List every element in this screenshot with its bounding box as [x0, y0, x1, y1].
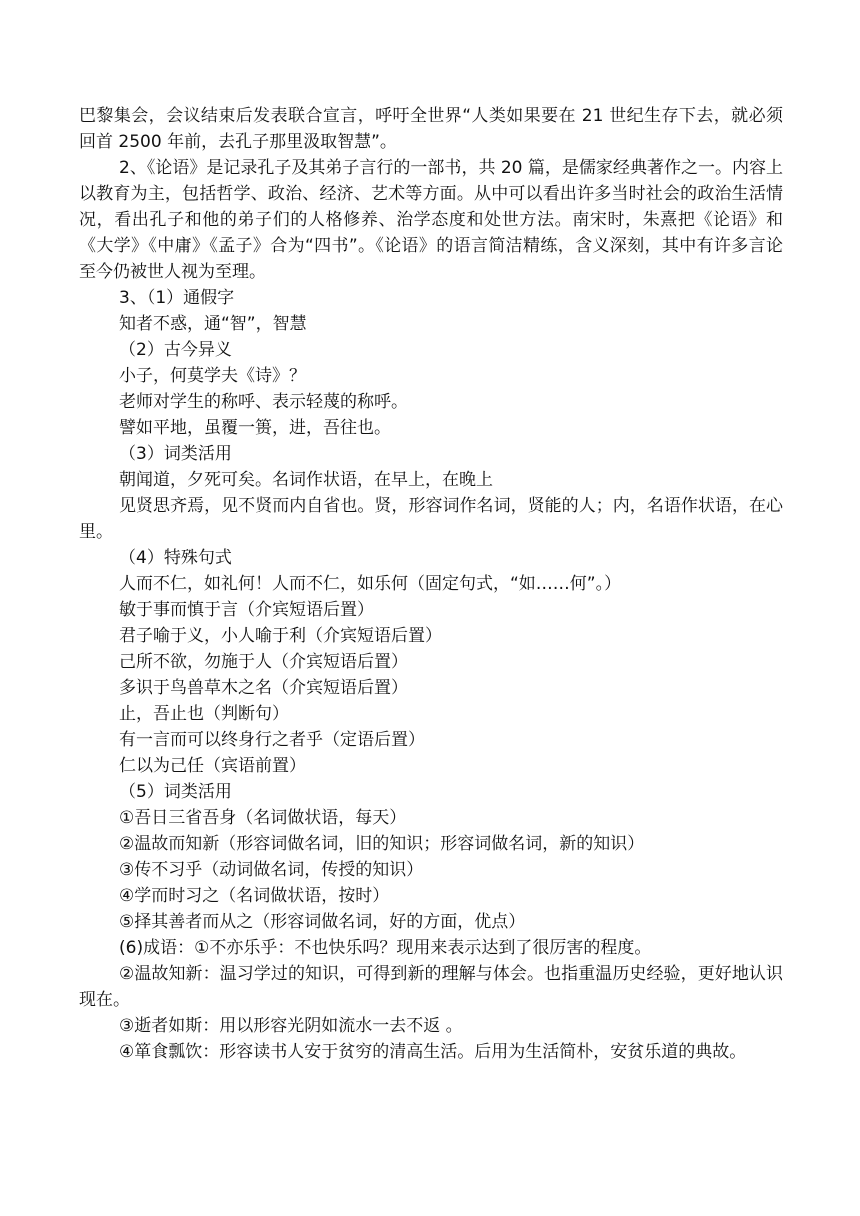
paragraph: 君子喻于义，小人喻于利（介宾短语后置） — [119, 626, 442, 646]
paragraph: 巴黎集会，会议结束后发表联合宣言，呼吁全世界“人类如果要在 21 世纪生存下去，就必须回首 2500 年前，去孔子那里汲取智慧”。 — [79, 106, 783, 152]
paragraph: 譬如平地，虽覆一篑，进，吾往也。 — [119, 418, 391, 438]
paragraph: ③传不习乎（动词做名词，传授的知识） — [119, 860, 424, 880]
paragraph: 2、《论语》是记录孔子及其弟子言行的一部书，共 20 篇，是儒家经典著作之一。内容上以教育为主，包括哲学、政治、经济、艺术等方面。从中可以看出许多当时社会的政治生活情况，看出孔子和他的弟子们的人格修养、治学态度和处世方法。南宋时，朱熹把《论语》和《大学》《中庸》《孟子》合为“四书”。《论语》的语言简洁精练，含义深刻，其中有许多言论至今仍被世人视为至理。 — [79, 158, 783, 282]
paragraph: (6)成语：①不亦乐乎：不也快乐吗？现用来表示达到了很厉害的程度。 — [119, 938, 652, 958]
paragraph: ⑤择其善者而从之（形容词做名词，好的方面，优点） — [119, 912, 526, 932]
paragraph: 己所不欲，勿施于人（介宾短语后置） — [119, 652, 408, 672]
paragraph: 老师对学生的称呼、表示轻蔑的称呼。 — [119, 392, 408, 412]
paragraph: ②温故而知新（形容词做名词，旧的知识；形容词做名词，新的知识） — [119, 834, 645, 854]
paragraph: 多识于鸟兽草木之名（介宾短语后置） — [119, 678, 408, 698]
paragraph: 止，吾止也（判断句） — [119, 704, 289, 724]
paragraph: ③逝者如斯：用以形容光阴如流水一去不返 。 — [119, 1016, 463, 1036]
paragraph: ①吾日三省吾身（名词做状语，每天） — [119, 808, 407, 828]
paragraph: 仁以为己任（宾语前置） — [119, 756, 306, 776]
paragraph: 敏于事而慎于言（介宾短语后置） — [119, 600, 374, 620]
paragraph: 知者不惑，通“智”，智慧 — [119, 314, 307, 334]
paragraph: （4）特殊句式 — [119, 548, 232, 568]
paragraph: （2）古今异义 — [119, 340, 232, 360]
paragraph: （3）词类活用 — [119, 444, 232, 464]
paragraph: ④箪食瓢饮：形容读书人安于贫穷的清高生活。后用为生活简朴，安贫乐道的典故。 — [119, 1042, 747, 1062]
paragraph: 见贤思齐焉，见不贤而内自省也。贤，形容词作名词，贤能的人；内，名语作状语，在心里。 — [79, 496, 783, 542]
paragraph: 3、（1）通假字 — [119, 288, 235, 308]
paragraph: ②温故知新：温习学过的知识，可得到新的理解与体会。也指重温历史经验，更好地认识现在。 — [79, 964, 783, 1010]
paragraph: （5）词类活用 — [119, 782, 232, 802]
paragraph: ④学而时习之（名词做状语，按时） — [119, 886, 390, 906]
paragraph: 小子，何莫学夫《诗》？ — [119, 366, 306, 386]
paragraph: 朝闻道，夕死可矣。名词作状语，在早上，在晚上 — [119, 470, 493, 490]
paragraph: 有一言而可以终身行之者乎（定语后置） — [119, 730, 425, 750]
paragraph: 人而不仁，如礼何！人而不仁，如乐何（固定句式，“如……何”。） — [119, 574, 622, 594]
document-body — [79, 103, 783, 1065]
